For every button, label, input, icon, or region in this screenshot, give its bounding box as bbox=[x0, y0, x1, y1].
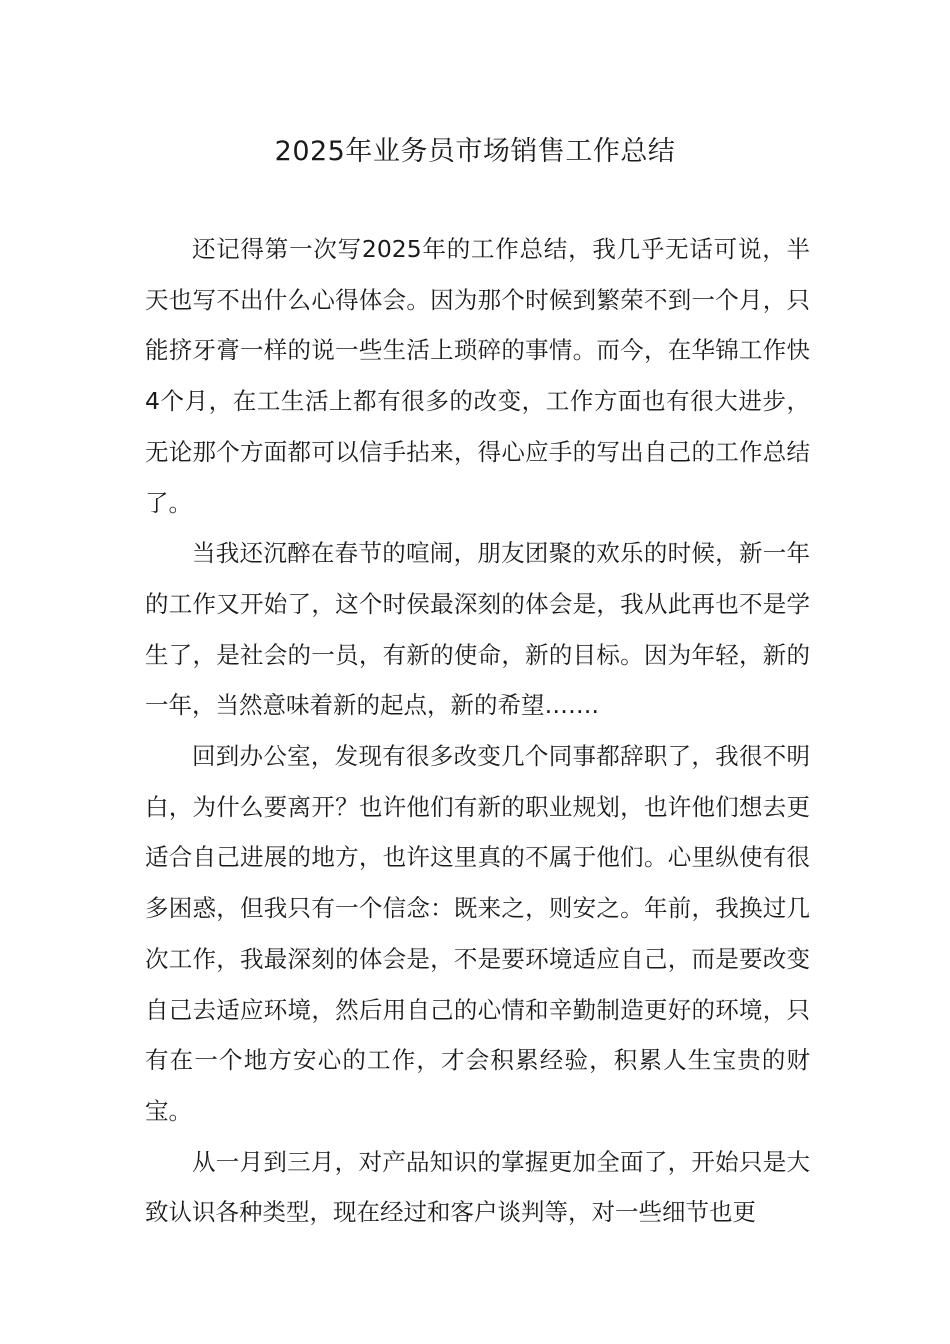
paragraph: 回到办公室，发现有很多改变几个同事都辞职了，我很不明白，为什么要离开？也许他们有新的职业规划，也许他们想去更适合自己进展的地方，也许这里真的不属于他们。心里纵使有很多困惑，但我只有一个信念：既来之，则安之。年前，我换过几次工作，我最深刻的体会是，不是要环境适应自己，而是要改变自己去适应环境，然后用自己的心情和辛勤制造更好的环境，只有在一个地方安心的工作，才会积累经验，积累人生宝贵的财宝。 bbox=[145, 742, 810, 1125]
paragraph: 还记得第一次写2025年的工作总结，我几乎无话可说，半天也写不出什么心得体会。因为那个时候到繁荣不到一个月，只能挤牙膏一样的说一些生活上琐碎的事情。而今，在华锦工作快4个月，在工生活上都有很多的改变，工作方面也有很大进步，无论那个方面都可以信手拈来，得心应手的写出自己的工作总结了。 bbox=[145, 235, 810, 517]
paragraph: 当我还沉醉在春节的喧闹，朋友团聚的欢乐的时候，新一年的工作又开始了，这个时侯最深刻的体会是，我从此再也不是学生了，是社会的一员，有新的使命，新的目标。因为年轻，新的一年，当然意味着新的起点，新的希望……. bbox=[145, 539, 810, 720]
paragraph: 从一月到三月，对产品知识的掌握更加全面了，开始只是大致认识各种类型，现在经过和客户谈判等，对一些细节也更 bbox=[145, 1147, 810, 1227]
document-body bbox=[145, 224, 810, 1238]
document-title: 2025年业务员市场销售工作总结 bbox=[274, 136, 676, 167]
